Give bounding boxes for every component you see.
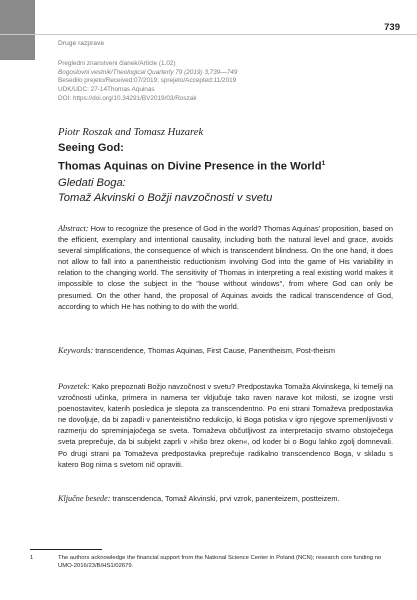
title-english-line1: Seeing God:: [58, 142, 124, 154]
footnote-rule: [30, 549, 102, 550]
udc-code: UDK/UDC: 27-14Thomas Aquinas: [58, 86, 155, 94]
article-type: Pregledni znanstveni članek/Article (1.02): [58, 60, 176, 67]
povzetek-text: Kako prepoznati Božjo navzočnost v svetu? Predpostavka Tomaža Akvinskega, ki temelji na vzročnosti učinka, primera in namena ter vključuje tako raven narave kot milosti, se izogne vrsti poenostavitev, katerih posledica je slepota za transcendentno. Po eni strani Tomaževa predpostavka ne dovoljuje, da bi zapadli v panenteistično redukcijo, ki Boga potiska v igro njegove spremenljivosti v razmerju do spreminjajočega se sveta. Tomaževa občutljivost za interpretacijo stvarno obstoječega sveta preprečuje, da bi subjekt zaprli v »hišo brez oken«, od koder bi o Bogu lahko zgolj domnevali. Po drugi strani pa Tomaževa predpostavka preprečuje radikalno transcendenco Boga, v skladu s katero Bog nima s svetom nič opraviti.: [58, 382, 393, 469]
keywords-text: transcendence, Thomas Aquinas, First Cause, Panentheism, Post-theism: [95, 346, 336, 355]
corner-block: [0, 0, 35, 60]
title-slovene-line2: Tomaž Akvinski o Božji navzočnosti v svetu: [58, 192, 273, 204]
title-footnote-mark[interactable]: 1: [321, 160, 326, 167]
authors: Piotr Roszak and Tomasz Huzarek: [58, 127, 204, 138]
footnote: [30, 554, 398, 570]
title-english-line2: Thomas Aquinas on Divine Presence in the World: [58, 160, 322, 173]
abstract-label: Abstract:: [58, 224, 89, 233]
kljucne-text: transcendenca, Tomaž Akvinski, prvi vzrok, panenteizem, postteizem.: [112, 494, 340, 503]
povzetek: [58, 381, 393, 470]
title-english: [58, 141, 398, 175]
page-number: 739: [384, 22, 400, 33]
kljucne-label: Ključne besede:: [58, 494, 111, 503]
keywords-label: Keywords:: [58, 346, 94, 355]
section-label: Druge razprave: [58, 40, 105, 47]
abstract: [58, 223, 393, 312]
header-rule: [0, 34, 417, 35]
footnote-text: The authors acknowledge the financial support from the National Science Center in Poland (NCN); research core funding no UMO-2016/23/B/HS1/02679.: [58, 555, 382, 570]
journal-citation: Bogoslovni vestnik/Theological Quarterly 79 (2019) 3,739—749: [58, 68, 238, 76]
footnote-number: 1: [30, 555, 34, 561]
title-slovene-line1: Gledati Boga:: [58, 177, 126, 189]
keywords: [58, 345, 393, 356]
title-slovene: [58, 176, 398, 206]
doi[interactable]: DOI: https://doi.org/10.34291/BV2019/03/Roszak: [58, 94, 197, 102]
abstract-text: How to recognize the presence of God in the world? Thomas Aquinas' proposition, based on the efficient, exemplary and intentional causality, including both the natural level and grace, avoids several simplifications, the consequence of which is transcendent blindness. On the one hand, it does not allow to fall into a panentheistic reductionism involving God into the game of His variability in relation to the changing world. The sensitivity of Thomas in interpreting a real existing world makes it impossible to close the subject in the ''house without windows'', from where God can only be presumed. On the other hand, the proposal of Aquinas avoids the radical transcendence of God, according to which He has nothing to do with the world.: [58, 224, 393, 311]
article-metadata: [58, 60, 388, 104]
povzetek-label: Povzetek:: [58, 382, 90, 391]
received-accepted: Besedilo prejeto/Received:07/2019; sprejeto/Accepted:11/2019: [58, 77, 237, 85]
kljucne-besede: [58, 493, 393, 504]
